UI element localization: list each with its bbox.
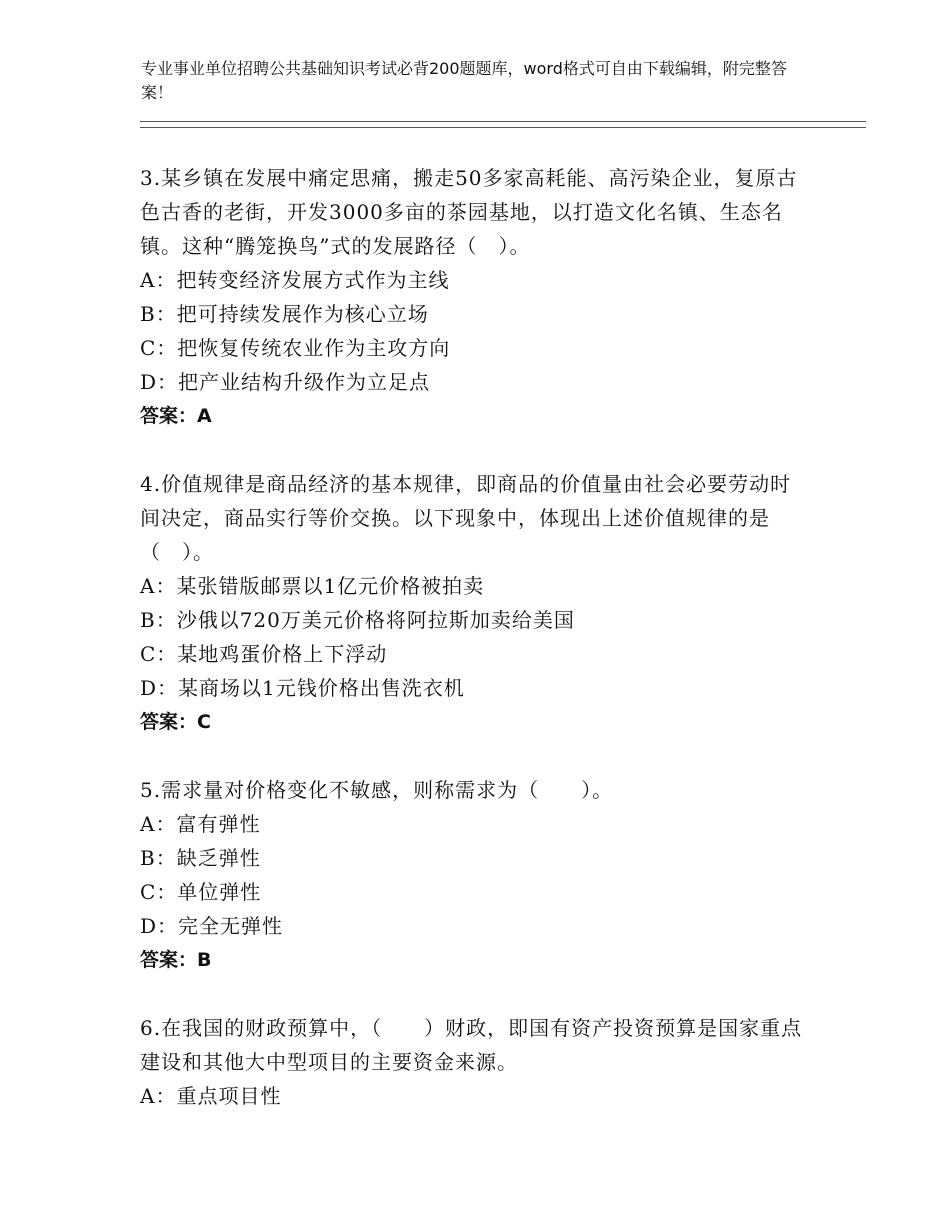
question-stem: 5.需求量对价格变化不敏感，则称需求为（ ）。	[140, 778, 614, 802]
option-a: A：某张错版邮票以1亿元价格被拍卖	[140, 574, 485, 598]
answer-text: 答案：A	[140, 405, 212, 427]
option-c: C：把恢复传统农业作为主攻方向	[140, 336, 451, 360]
header-divider	[140, 121, 866, 128]
option-c: C：某地鸡蛋价格上下浮动	[140, 642, 388, 666]
header-title: 专业事业单位招聘公共基础知识考试必背200题题库，word格式可自由下载编辑，附完整答案！	[141, 59, 787, 102]
question-4	[140, 467, 810, 739]
question-list	[140, 161, 810, 1147]
answer-text: 答案：C	[140, 711, 211, 733]
option-d: D：把产业结构升级作为立足点	[140, 370, 431, 394]
answer-text: 答案：B	[140, 949, 212, 971]
option-c: C：单位弹性	[140, 880, 262, 904]
question-6	[140, 1011, 810, 1113]
option-b: B：缺乏弹性	[140, 846, 261, 870]
option-d: D：某商场以1元钱价格出售洗衣机	[140, 676, 465, 700]
question-stem: 4.价值规律是商品经济的基本规律，即商品的价值量由社会必要劳动时间决定，商品实行等价交换。以下现象中，体现出上述价值规律的是（ ）。	[140, 472, 792, 564]
question-5	[140, 773, 810, 977]
option-a: A：把转变经济发展方式作为主线	[140, 268, 450, 292]
option-a: A：富有弹性	[140, 812, 261, 836]
question-3	[140, 161, 810, 433]
question-stem: 6.在我国的财政预算中，（ ）财政，即国有资产投资预算是国家重点建设和其他大中型项目的主要资金来源。	[140, 1016, 803, 1074]
option-d: D：完全无弹性	[140, 914, 284, 938]
option-a: A：重点项目性	[140, 1084, 282, 1108]
option-b: B：沙俄以720万美元价格将阿拉斯加卖给美国	[140, 608, 575, 632]
document-header	[141, 57, 801, 105]
option-b: B：把可持续发展作为核心立场	[140, 302, 429, 326]
question-stem: 3.某乡镇在发展中痛定思痛，搬走50多家高耗能、高污染企业，复原古色古香的老街，开发3000多亩的茶园基地，以打造文化名镇、生态名镇。这种“腾笼换鸟”式的发展路径（ ）。	[140, 166, 798, 258]
